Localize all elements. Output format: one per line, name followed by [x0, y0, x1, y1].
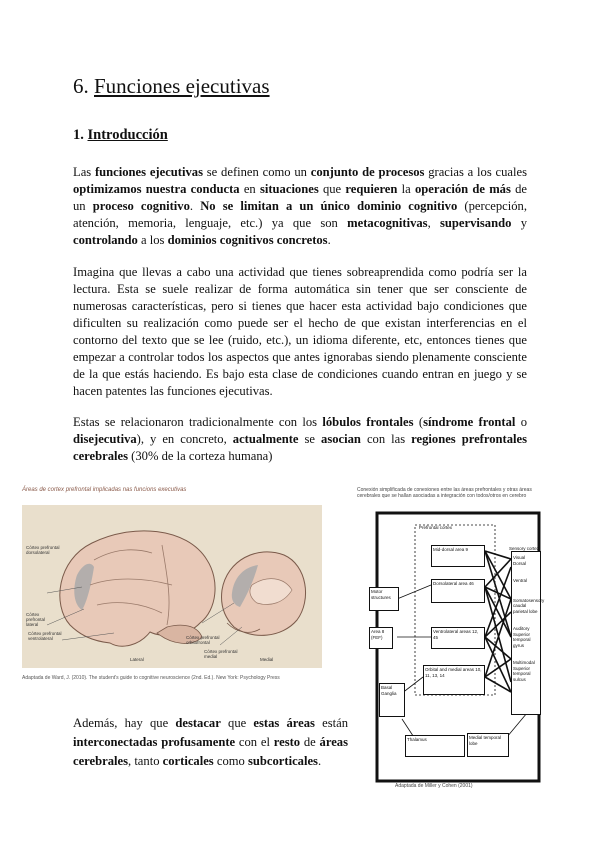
circuit-diagram-figure [357, 487, 545, 792]
sensory-somatosensory: Somatosensory caudal parietal lobe [513, 597, 545, 614]
section-title: Introducción [87, 127, 168, 143]
label-dorsolateral: Córtex prefrontal dorsolateral [26, 545, 60, 555]
motor-structures-box: Motor structures [369, 587, 399, 611]
thalamus-box: Thalamus [405, 735, 465, 757]
sensory-auditory: Auditory Superior temporal gyrus [513, 626, 531, 648]
paragraph-interconnection: Además, hay que destacar que estas áreas están interconectadas profusamente con el resto de áreas cerebrales, tanto corticales como subcorticales. [73, 716, 349, 768]
label-medial-view: Medial [260, 657, 274, 662]
ventrolateral-box: Ventrolateral areas 12, 45 [431, 627, 485, 649]
sensory-multimodal: Multimodal Superior temporal sulcus [513, 660, 535, 682]
prefrontal-areas-figure [22, 487, 330, 687]
label-lateral-view: Lateral [130, 657, 144, 662]
sensory-cortex-box [511, 551, 545, 715]
figure2-title: Conexión simplificada de conexiones entre las áreas prefrontales y otras áreas cerebrales que se hallan asociadas a integración con todos/otros en cerebro [357, 487, 532, 499]
orbital-medial-box: Orbital and medial areas 10, 11, 13, 14 [423, 665, 485, 695]
sensory-ventral: Ventral [513, 578, 528, 583]
sensory-visual: Visual Dorsal [513, 555, 527, 566]
medial-temporal-box: Medial temporal lobe [467, 733, 509, 757]
paragraph-definition: Las funciones ejecutivas se definen como un conjunto de procesos gracias a los cuales optimizamos nuestra conducta en situaciones que requieren la operación de más de un proceso cognitivo. No se limitan a un único dominio cognitivo (percepción, atención, memoria, lenguaje, etc.) ya que son metacognitivas, supervisando y controlando a los dominios cognitivos concretos. [73, 165, 528, 247]
paragraph-frontal-lobes: Estas se relacionaron tradicionalmente con los lóbulos frontales (síndrome frontal o disejecutiva), y en concreto, actualmente se asocian con las regiones prefrontales cerebrales (30% de la corteza humana) [73, 415, 528, 463]
chapter-number: 6. [73, 74, 94, 98]
section-heading [73, 127, 168, 144]
figure1-title: Áreas de cortex prefrontal implicadas nas funcions executivas [22, 487, 187, 493]
dorsolateral-box: Dorsolateral area 46 [431, 579, 485, 603]
label-lateral-pfc: Córtex prefrontal lateral [26, 612, 46, 627]
label-ventrolateral: Córtex prefrontal ventrolateral [28, 631, 62, 641]
paragraph-example: Imagina que llevas a cabo una actividad que tienes sobreaprendida como podría ser la lectura. Esta se suele realizar de forma automática sin tener que ser consciente de numerosas características, pero si tienes que hacer esta actividad bajo condiciones que dificulten su realización como puede ser el hecho de que existan interferencias en el contorno del texto que se lee (ruido, etc.), un idioma diferente, etc, entonces tienes que empezar a controlar todos los aspectos que antes ignorabas siendo plenamente consciente de la que estás haciendo. Es bajo esta clase de condiciones cuando entran en juego y se hacen patentes las funciones ejecutivas. [73, 265, 527, 398]
brain-illustration-panel [22, 505, 322, 668]
section-number: 1. [73, 127, 88, 143]
basal-ganglia-box: Basal Ganglia [379, 683, 405, 717]
mid-dorsal-box: Mid-dorsal area 9 [431, 545, 485, 567]
chapter-title: Funciones ejecutivas [94, 74, 270, 98]
area8-box: Area 8 (FEF) [369, 627, 393, 649]
chapter-heading [73, 74, 270, 99]
label-orbitofrontal: Córtex prefrontal orbitofrontal [186, 635, 220, 645]
sensory-cortex-label: Sensory cortex [509, 546, 540, 551]
prefrontal-cortex-label: Prefrontal cortex [419, 525, 453, 530]
figure1-caption: Adaptada de Ward, J. (2010). The student's guide to cognitive neuroscience (2nd. Ed.). New York: Psychology Press [22, 675, 280, 681]
label-medial-pfc: Córtex prefrontal medial [204, 649, 238, 659]
brain-drawing [22, 505, 322, 668]
figure2-caption: Adaptada de Miller y Cohen (2001) [395, 783, 473, 789]
